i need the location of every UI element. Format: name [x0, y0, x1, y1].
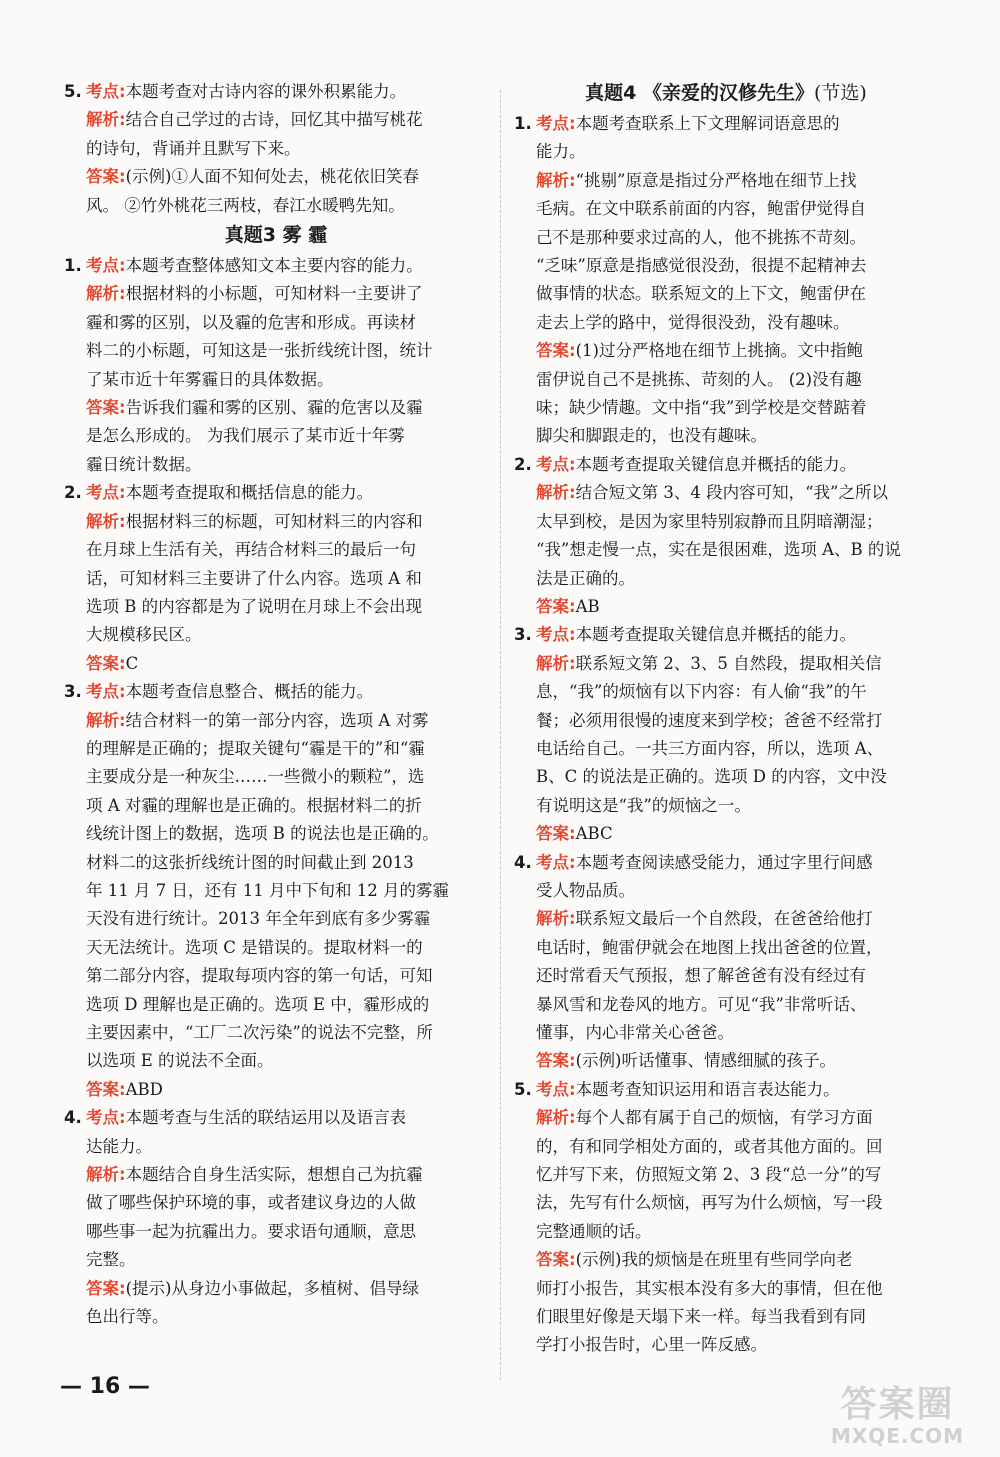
jiexi-text: 主要因素中，“工厂二次污染”的说法不完整，所	[86, 1023, 433, 1042]
jiexi-text: 结合短文第 3、4 段内容可知，“我”之所以	[575, 483, 888, 503]
kaodian-text: 本题考查对古诗内容的课外积累能力。	[125, 82, 407, 101]
jiexi-text: 电话时，鲍雷伊就会在地图上找出爸爸的位置，	[536, 937, 883, 957]
jiexi-text: 根据材料三的标题，可知材料三的内容和	[125, 511, 423, 531]
jiexi-text: 主要成分是一种灰尘……一些微小的颗粒”，选	[86, 767, 425, 787]
jiexi-label: 解析:	[536, 483, 576, 503]
question-2-section4	[514, 451, 938, 621]
jiexi-label: 解析:	[86, 710, 126, 730]
kaodian-text: 本题考查联系上下文理解词语意思的	[575, 114, 840, 133]
page-number: — 16 —	[60, 1374, 150, 1399]
question-number: 2.	[64, 483, 82, 503]
jiexi-text: 材料二的这张折线统计图的时间截止到 2013	[86, 852, 414, 872]
jiexi-text: 选项 B 的内容都是为了说明在月球上不会出现	[86, 596, 423, 616]
jiexi-text: 项 A 对霾的理解也是正确的。根据材料二的折	[86, 795, 422, 815]
jiexi-text: “挑剔”原意是指过分严格地在细节上找	[575, 170, 857, 190]
jiexi-text: 走去上学的路中，觉得很没劲，没有趣味。	[536, 312, 850, 332]
daan-label: 答案:	[536, 596, 576, 616]
right-column	[514, 78, 938, 1360]
daan-text: 们眼里好像是天塌下来一样。每当我看到有同	[536, 1307, 866, 1327]
kaodian-text: 本题考查信息整合、概括的能力。	[125, 682, 374, 702]
jiexi-text: 根据材料的小标题，可知材料一主要讲了	[125, 284, 423, 304]
question-number: 1.	[64, 256, 82, 276]
kaodian-text: 本题考查提取关键信息并概括的能力。	[575, 625, 857, 645]
daan-text: AB	[575, 596, 600, 616]
daan-text: (提示)从身边小事做起，多植树、倡导绿	[125, 1278, 419, 1298]
daan-text: 脚尖和脚跟走的，也没有趣味。	[536, 426, 767, 446]
jiexi-text: 选项 D 理解也是正确的。选项 E 中，霾形成的	[86, 994, 430, 1014]
section-subtitle: (节选)	[814, 82, 867, 104]
daan-label: 答案:	[536, 341, 576, 361]
jiexi-text: 年 11 月 7 日，还有 11 月中下旬和 12 月的雾霾	[86, 880, 449, 900]
column-divider	[500, 90, 501, 1380]
jiexi-text: 天没有进行统计。2013 年全年到底有多少雾霾	[86, 909, 431, 929]
daan-text: 是怎么形成的。 为我们展示了某市近十年雾	[86, 426, 405, 446]
jiexi-text: 的，有和同学相处方面的，或者其他方面的。回	[536, 1136, 883, 1156]
kaodian-label: 考点:	[86, 483, 126, 503]
daan-text: 师打小报告，其实根本没有多大的事情，但在他	[536, 1278, 883, 1298]
jiexi-text: 完整。	[86, 1250, 136, 1270]
jiexi-label: 解析:	[536, 1108, 576, 1128]
question-5-section4	[514, 1076, 938, 1360]
jiexi-text: 每个人都有属于自己的烦恼，有学习方面	[575, 1108, 873, 1128]
daan-label: 答案:	[536, 824, 576, 844]
daan-text: 告诉我们霾和雾的区别、霾的危害以及霾	[125, 398, 423, 418]
question-number: 1.	[514, 114, 532, 133]
jiexi-text: 霾和雾的区别，以及霾的危害和形成。再读材	[86, 312, 416, 332]
jiexi-text: 电话给自己。一共三方面内容，所以，选项 A、	[536, 738, 884, 758]
kaodian-text: 本题考查与生活的联结运用以及语言表	[125, 1108, 407, 1128]
jiexi-text: 大规模移民区。	[86, 625, 202, 645]
jiexi-text: 话，可知材料三主要讲了什么内容。选项 A 和	[86, 568, 422, 588]
jiexi-text: 暴风雪和龙卷风的地方。可见“我”非常听话、	[536, 994, 867, 1014]
kaodian-label: 考点:	[536, 454, 576, 474]
jiexi-text: 法，先写有什么烦恼，再写为什么烦恼，写一段	[536, 1193, 883, 1213]
question-3-section4	[514, 621, 938, 848]
jiexi-label: 解析:	[536, 909, 576, 929]
question-number: 5.	[64, 82, 82, 101]
jiexi-text: 毛病。在文中联系前面的内容，鲍雷伊觉得自	[536, 199, 866, 219]
jiexi-text: 线统计图上的数据，选项 B 的说法也是正确的。	[86, 824, 439, 844]
daan-text: 味；缺少情趣。文中指“我”到学校是交替踮着	[536, 398, 867, 418]
kaodian-text: 能力。	[536, 142, 586, 162]
jiexi-label: 解析:	[536, 170, 576, 190]
kaodian-label: 考点:	[86, 82, 126, 101]
kaodian-label: 考点:	[536, 852, 576, 872]
question-number: 4.	[514, 852, 532, 872]
jiexi-text: 餐；必须用很慢的速度来到学校；爸爸不经常打	[536, 710, 883, 730]
section-title-4	[514, 78, 938, 108]
kaodian-text: 本题考查提取关键信息并概括的能力。	[575, 454, 857, 474]
jiexi-text: 结合材料一的第一部分内容，选项 A 对雾	[125, 710, 429, 730]
jiexi-text: B、C 的说法是正确的。选项 D 的内容，文中没	[536, 767, 887, 787]
section-title-text: 真题4 《亲爱的汉修先生》	[585, 82, 814, 104]
section-title-3: 真题3 雾 霾	[224, 224, 328, 247]
jiexi-label: 解析:	[86, 1165, 126, 1185]
kaodian-text: 本题考查知识运用和语言表达能力。	[575, 1079, 840, 1099]
jiexi-text: 还时常看天气预报，想了解爸爸有没有经过有	[536, 966, 866, 986]
watermark-logo	[805, 1385, 990, 1450]
jiexi-text: “我”想走慢一点，实在是很困难，选项 A、B 的说	[536, 540, 901, 560]
daan-label: 答案:	[86, 167, 126, 187]
question-number: 5.	[514, 1079, 532, 1099]
kaodian-text: 本题考查整体感知文本主要内容的能力。	[125, 256, 423, 276]
kaodian-label: 考点:	[86, 1108, 126, 1128]
question-number: 4.	[64, 1108, 82, 1128]
kaodian-text: 达能力。	[86, 1136, 152, 1156]
kaodian-text: 受人物品质。	[536, 880, 635, 900]
jiexi-text: 结合自己学过的古诗，回忆其中描写桃花	[125, 110, 423, 130]
kaodian-text: 本题考查阅读感受能力，通过字里行间感	[575, 852, 873, 872]
question-1-section4	[514, 110, 938, 451]
jiexi-text: 做事情的状态。联系短文的上下文，鲍雷伊在	[536, 284, 866, 304]
jiexi-text: 本题结合自身生活实际，想想自己为抗霾	[125, 1165, 423, 1185]
jiexi-text: 联系短文第 2、3、5 自然段，提取相关信	[575, 653, 882, 673]
question-number: 3.	[64, 682, 82, 702]
daan-text: C	[125, 653, 139, 673]
daan-text: 霾日统计数据。	[86, 454, 202, 474]
jiexi-text: 的理解是正确的；提取关键句“霾是干的”和“霾	[86, 738, 425, 758]
daan-text: ABC	[575, 824, 613, 844]
kaodian-label: 考点:	[536, 625, 576, 645]
jiexi-text: 忆并写下来，仿照短文第 2、3 段“总一分”的写	[536, 1165, 882, 1185]
jiexi-text: 第二部分内容，提取每项内容的第一句话，可知	[86, 966, 433, 986]
daan-label: 答案:	[86, 1278, 126, 1298]
jiexi-text: 哪些事一起为抗霾出力。要求语句通顺，意思	[86, 1221, 416, 1241]
question-4-section4	[514, 849, 938, 1076]
daan-label: 答案:	[86, 1079, 126, 1099]
left-column	[64, 78, 488, 1331]
jiexi-text: 息，“我”的烦恼有以下内容：有人偷“我”的午	[536, 682, 867, 702]
jiexi-text: 联系短文最后一个自然段，在爸爸给他打	[575, 909, 873, 929]
jiexi-text: 以选项 E 的说法不全面。	[86, 1051, 274, 1071]
daan-text: 学打小报告时，心里一阵反感。	[536, 1335, 767, 1355]
daan-label: 答案:	[536, 1051, 576, 1071]
kaodian-text: 本题考查提取和概括信息的能力。	[125, 483, 374, 503]
jiexi-label: 解析:	[86, 284, 126, 304]
jiexi-text: 己不是那种要求过高的人，他不挑拣不苛刻。	[536, 227, 866, 247]
question-1-section3	[64, 252, 488, 479]
daan-label: 答案:	[536, 1250, 576, 1270]
question-2-section3	[64, 479, 488, 678]
daan-text: ABD	[125, 1079, 163, 1099]
daan-text: 色出行等。	[86, 1307, 169, 1327]
jiexi-text: 太早到校，是因为家里特别寂静而且阴暗潮湿；	[536, 511, 883, 531]
jiexi-text: 做了哪些保护环境的事，或者建议身边的人做	[86, 1193, 416, 1213]
jiexi-text: “乏味”原意是指感觉很没劲，很提不起精神去	[536, 256, 867, 276]
question-3-section3	[64, 678, 488, 1104]
daan-label: 答案:	[86, 653, 126, 673]
jiexi-text: 天无法统计。选项 C 是错误的。提取材料一的	[86, 937, 423, 957]
question-number: 3.	[514, 625, 532, 645]
jiexi-text: 在月球上生活有关，再结合材料三的最后一句	[86, 540, 416, 560]
daan-text: (示例)听话懂事、情感细腻的孩子。	[575, 1051, 836, 1071]
daan-label: 答案:	[86, 398, 126, 418]
daan-text: (1)过分严格地在细节上挑摘。文中指鲍	[575, 341, 863, 361]
daan-text: (示例)①人面不知何处去，桃花依旧笑春	[125, 167, 419, 187]
jiexi-label: 解析:	[86, 110, 126, 130]
kaodian-label: 考点:	[86, 256, 126, 276]
jiexi-text: 懂事，内心非常关心爸爸。	[536, 1023, 734, 1042]
kaodian-label: 考点:	[536, 1079, 576, 1099]
question-4-section3	[64, 1104, 488, 1331]
jiexi-text: 料二的小标题，可知这是一张折线统计图，统计	[86, 341, 433, 361]
daan-text: (示例)我的烦恼是在班里有些同学向老	[575, 1250, 853, 1270]
kaodian-label: 考点:	[86, 682, 126, 702]
jiexi-text: 有说明这是“我”的烦恼之一。	[536, 795, 751, 815]
watermark-top-text: 答案圈	[840, 1384, 955, 1425]
jiexi-text: 完整通顺的话。	[536, 1221, 652, 1241]
watermark-bottom-text: MXQE.COM	[830, 1424, 965, 1448]
daan-text: 风。 ②竹外桃花三两枝，春江水暖鸭先知。	[86, 195, 405, 215]
jiexi-text: 的诗句，背诵并且默写下来。	[86, 138, 301, 158]
kaodian-label: 考点:	[536, 114, 576, 133]
question-number: 2.	[514, 454, 532, 474]
jiexi-label: 解析:	[536, 653, 576, 673]
jiexi-text: 法是正确的。	[536, 568, 635, 588]
jiexi-label: 解析:	[86, 511, 126, 531]
question-5-section2	[64, 78, 488, 220]
daan-text: 雷伊说自己不是挑拣、苛刻的人。 (2)没有趣	[536, 369, 862, 389]
jiexi-text: 了某市近十年雾霾日的具体数据。	[86, 369, 334, 389]
